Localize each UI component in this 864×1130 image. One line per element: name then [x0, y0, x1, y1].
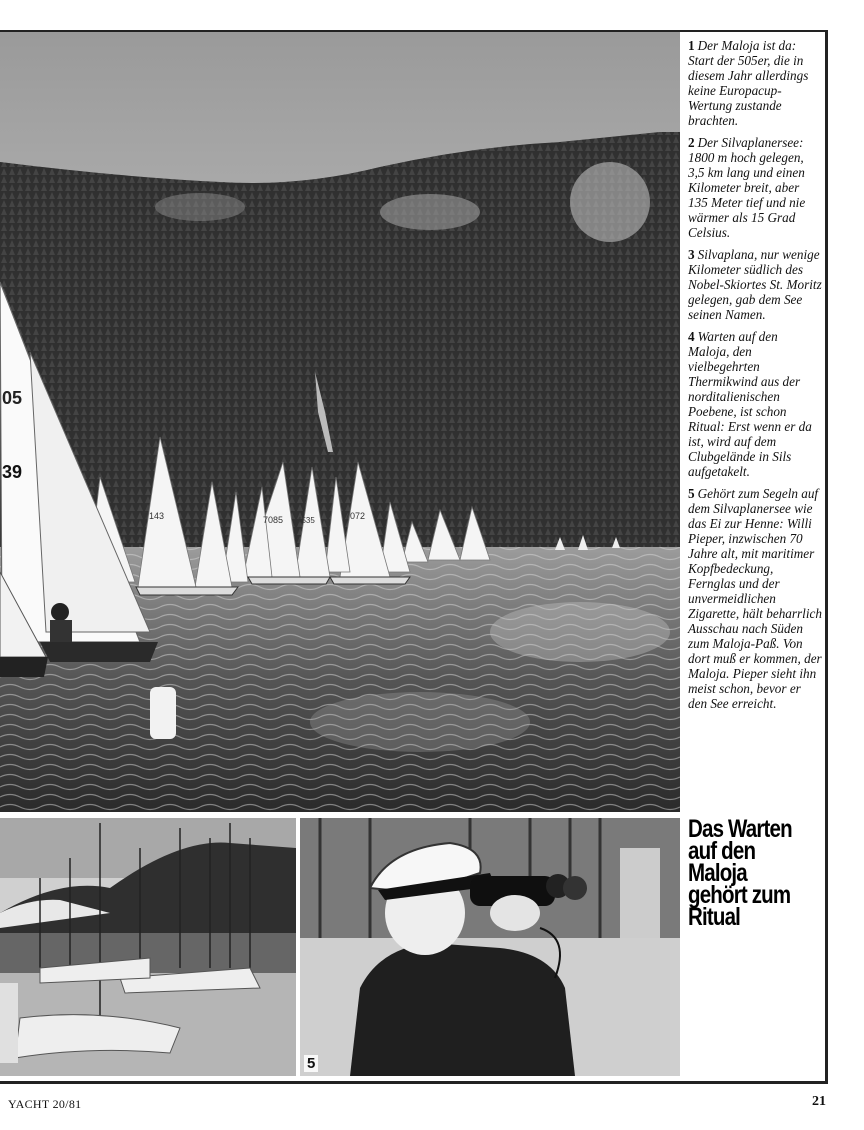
regatta-photo [0, 32, 680, 812]
caption-2: 2 Der Silvaplanersee: 1800 m hoch gelegen, 3,5 km lang und einen Kilometer breit, aber 135 Meter tief und nie wärmer als 15 Grad Celsius. [688, 135, 806, 240]
boat-park-photo [0, 818, 296, 1076]
sail-number-a: 7143 [144, 511, 165, 521]
magazine-issue: YACHT 20/81 [8, 1097, 82, 1111]
caption-5: 5 Gehört zum Segeln auf dem Silvaplanersee wie das Ei zur Henne: Willi Pieper, inzwischen 70 Jahre alt, mit maritimer Kopfbedeckung, Fernglas und der unvermeidlichen Zigarette, hält beharrlich Ausschau nach Süden zum Maloja-Paß. Von dort muß er kommen, der Maloja. Pieper sieht ihn meist schon, bevor er den See erreicht. [688, 486, 822, 711]
headline: Das Warten auf den Maloja gehört zum Ritual [688, 815, 792, 931]
sail-number-d: 7072 [345, 511, 366, 521]
man-with-binoculars-photo [300, 818, 680, 1076]
page-number: 21 [812, 1094, 826, 1109]
caption-column [688, 38, 822, 718]
sail-code-main: 39 [2, 462, 23, 482]
sail-number-main: 05 [2, 388, 23, 408]
caption-4: 4 Warten auf den Maloja, den vielbegehrten Thermikwind aus der norditalienischen Poebene, ist schon Ritual: Erst wenn er da ist, wird auf dem Clubgelände in Sils aufgetakelt. [688, 329, 812, 479]
sail-number-c: 4535 [297, 516, 315, 525]
caption-3: 3 Silvaplana, nur wenige Kilometer südlich des Nobel-Skiortes St. Moritz gelegen, gab dem See seinen Namen. [688, 247, 822, 322]
photo-number-5: 5 [304, 1055, 318, 1072]
sail-number-b: 7085 [263, 515, 284, 525]
caption-1: 1 Der Maloja ist da: Start der 505er, die in diesem Jahr allerdings keine Europacup-Wertung zustande brachten. [688, 38, 809, 128]
